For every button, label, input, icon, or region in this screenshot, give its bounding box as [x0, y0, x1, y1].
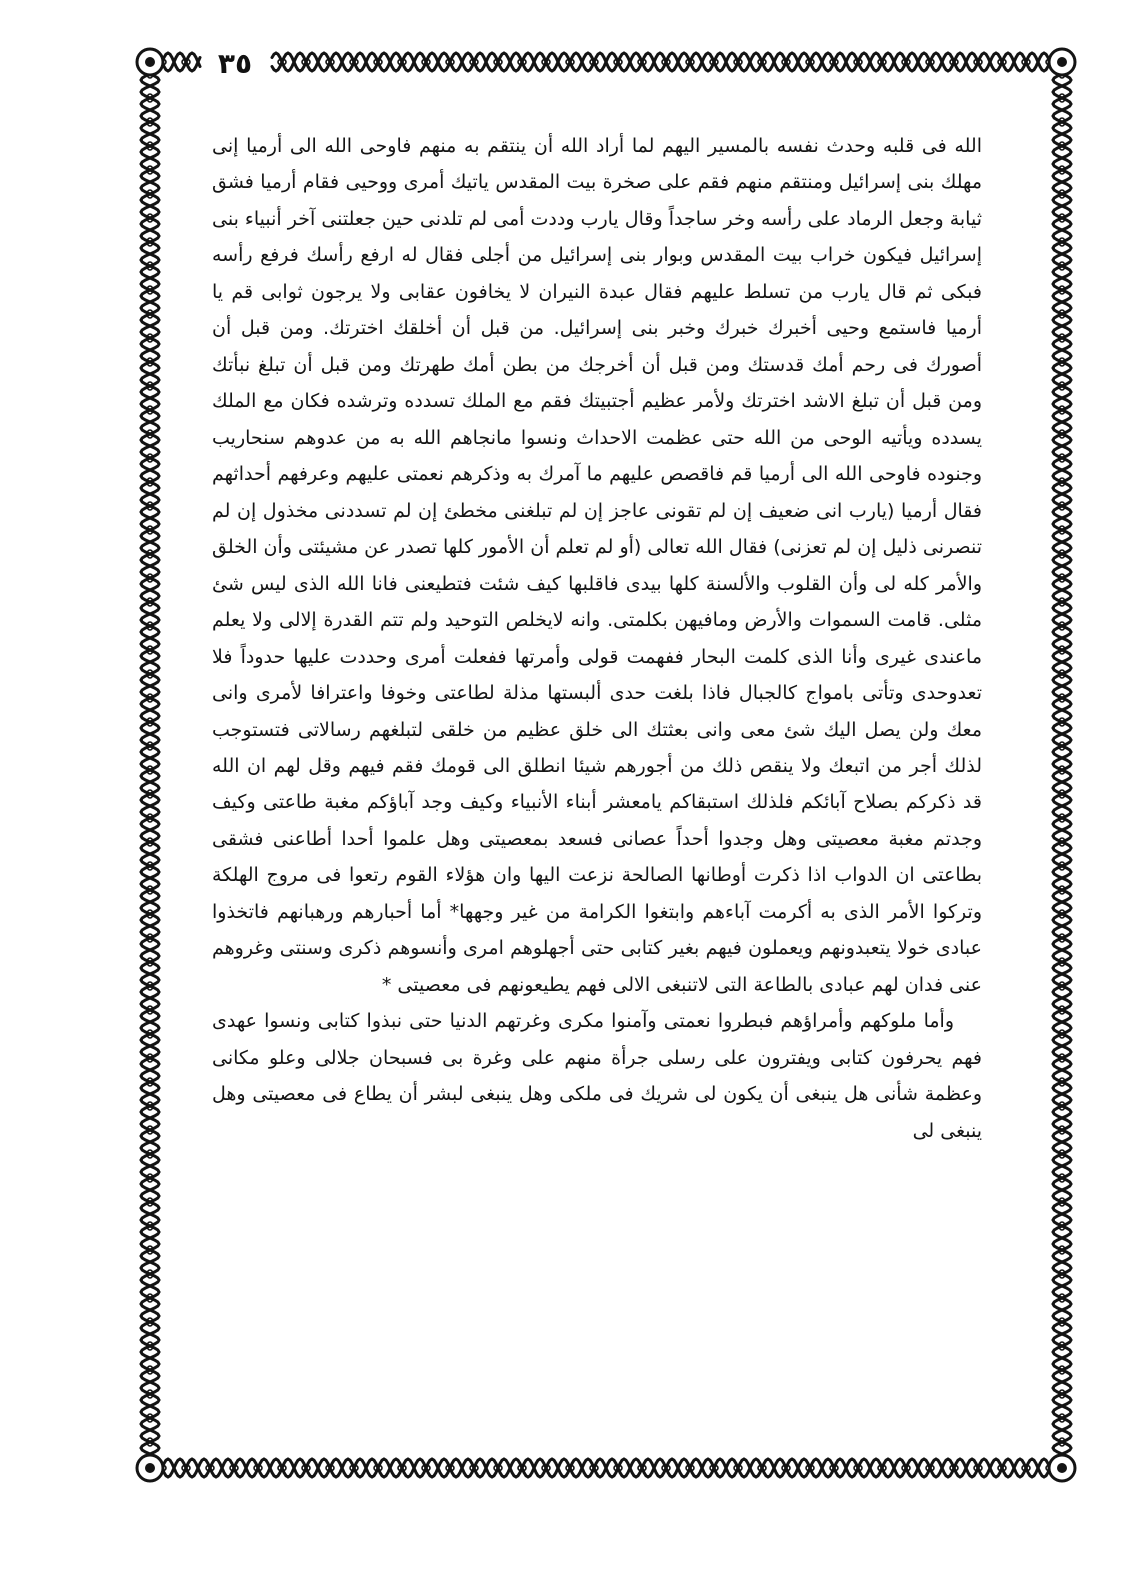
page-number: ٣٥ [205, 44, 265, 84]
arabic-text-body [212, 128, 982, 1398]
paragraph-2: وأما ملوكهم وأمراؤهم فبطروا نعمتى وآمنوا مكرى وغرتهم الدنيا حتى نبذوا كتابى ونسوا عهدى فهم يحرفون كتابى ويفترون على رسلى جرأة منهم على وغرة بى فسبحان جلالى وعلو مكانى وعظمة شأنى هل ينبغى أن يكون لى شريك فى ملكى وهل ينبغى لبشر أن يطاع فى معصيتى وهل ينبغى لى [212, 1010, 982, 1142]
paragraph-1: الله فى قلبه وحدث نفسه بالمسير اليهم لما أراد الله أن ينتقم به منهم فاوحى الله الى أرميا إنى مهلك بنى إسرائيل ومنتقم منهم فقم على صخرة بيت المقدس ياتيك أمرى ووحيى فقام أرميا فشق ثيابة وجعل الرماد على رأسه وخر ساجداً وقال يارب وددت أمى لم تلدنى حين جعلتنى آخر أنبياء بنى إسرائيل فيكون خراب بيت المقدس وبوار بنى إسرائيل من أجلى فقال له ارفع رأسك فرفع رأسه فبكى ثم قال يارب من تسلط عليهم فقال عبدة النيران لا يخافون عقابى ولا يرجون ثوابى قم يا أرميا فاستمع وحيى أخبرك خبرك وخبر بنى إسرائيل. من قبل أن أخلقك اخترتك. ومن قبل أن أصورك فى رحم أمك قدستك ومن قبل أن أخرجك من بطن أمك طهرتك ومن قبل أن تبلغ نبأتك ومن قبل أن تبلغ الاشد اخترتك ولأمر عظيم أجتبيتك فقم مع الملك تسدده وترشده فكان مع الملك يسدده ويأتيه الوحى من الله حتى عظمت الاحداث ونسوا مانجاهم الله به من عدوهم سنحاريب وجنوده فاوحى الله الى أرميا قم فاقصص عليهم ما آمرك به وذكرهم نعمتى عليهم وعرفهم أحداثهم فقال أرميا (يارب انى ضعيف إن لم تقونى عاجز إن لم تبلغنى مخطئ إن لم تسددنى مخذول إن لم تنصرنى ذليل إن لم تعزنى) فقال الله تعالى (أو لم تعلم أن الأمور كلها تصدر عن مشيئتى وأن الخلق والأمر كله لى وأن القلوب والألسنة كلها بيدى فاقلبها كيف شئت فتطيعنى فانا الله الذى ليس شئ مثلى. قامت السموات والأرض ومافيهن بكلمتى. وانه لايخلص التوحيد ولم تتم القدرة إلالى ولا يعلم ماعندى غيرى وأنا الذى كلمت البحار ففهمت قولى وأمرتها ففعلت أمرى وحددت عليها حدوداً فلا تعدوحدى وتأتى بامواج كالجبال فاذا بلغت حدى ألبستها مذلة لطاعتى وخوفا واعترافا لأمرى وانى معك ولن يصل اليك شئ معى وانى بعثتك الى خلق عظيم من خلقى لتبلغهم رسالاتى فتستوجب لذلك أجر من اتبعك ولا ينقص ذلك من أجورهم شيئا انطلق الى قومك فقم فيهم وقل لهم ان الله قد ذكركم بصلاح آبائكم فلذلك استبقاكم يامعشر أبناء الأنبياء وكيف وجد آباؤكم مغبة طاعتى وكيف وجدتم مغبة معصيتى وهل وجدوا أحداً عصانى فسعد بمعصيتى وهل علموا أحدا أطاعنى فشقى بطاعتى ان الدواب اذا ذكرت أوطانها الصالحة نزعت اليها وان هؤلاء القوم رتعوا فى مروج الهلكة وتركوا الأمر الذى به أكرمت آباءهم وابتغوا الكرامة من غير وجهها* أما أحبارهم ورهبانهم فاتخذوا عبادى خولا يتعبدونهم ويعملون فيهم بغير كتابى حتى أجهلوهم امرى وأنسوهم ذكرى وسنتى وغروهم عنى فدان لهم عبادى بالطاعة التى لاتنبغى الالى فهم يطيعونهم فى معصيتى * [212, 135, 982, 996]
